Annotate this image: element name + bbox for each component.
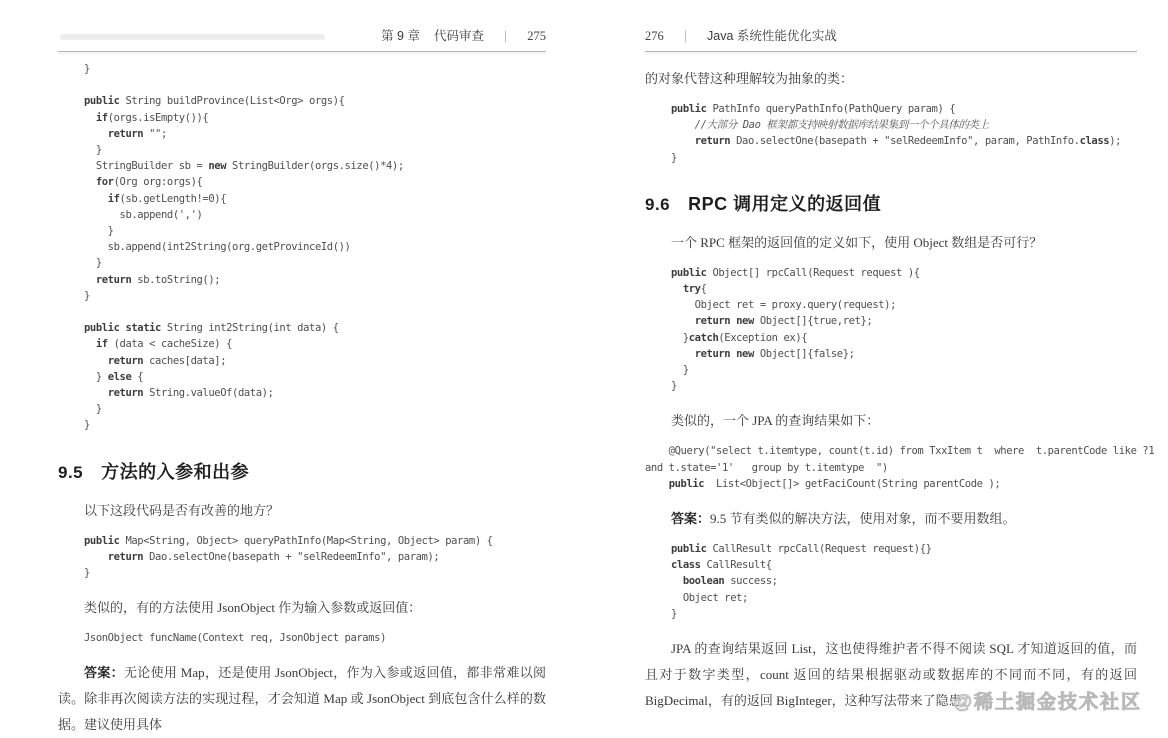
code-line: } else { <box>84 370 144 383</box>
right-page-content <box>645 66 1155 714</box>
code-line: @Query("select t.itemtype, count(t.id) from TxxItem t where t.parentCode like ?1 <box>645 445 1155 458</box>
code-line: } <box>84 567 90 580</box>
code-block <box>58 61 546 434</box>
code-line: } <box>671 607 677 620</box>
chapter-title: 代码审查 <box>433 29 484 43</box>
code-line: Object ret = proxy.query(request); <box>671 299 897 312</box>
code-block <box>645 265 1137 395</box>
code-line: if(orgs.isEmpty()){ <box>95 111 209 124</box>
code-line: if (data < cacheSize) { <box>95 338 233 351</box>
paragraph: 的对象代替这种理解较为抽象的类： <box>645 71 854 86</box>
code-line: return new Object[]{false}; <box>694 347 855 360</box>
code-line: public CallResult rpcCall(Request request){} <box>671 543 932 556</box>
left-page <box>58 26 546 738</box>
code-line: //大部分 Dao 框架都支持映射数据库结果集到一个个具体的类上 <box>671 119 989 132</box>
code-line: } <box>84 257 102 270</box>
page-number-right: 276 <box>645 29 664 43</box>
code-line: }catch(Exception ex){ <box>671 331 808 344</box>
code-line: return new Object[]{true,ret}; <box>694 315 873 328</box>
left-page-content <box>58 61 546 738</box>
left-page-header <box>58 26 546 52</box>
paragraph: 答案：9.5 节有类似的解决方法，使用对象，而不要用数组。 <box>671 511 1016 527</box>
right-page <box>645 26 1155 714</box>
code-line: JsonObject funcName(Context req, JsonObject params) <box>84 632 386 645</box>
code-line: boolean success; <box>682 575 778 588</box>
page-number-left: 275 <box>527 29 546 43</box>
chapter-label: 第 9 章 <box>381 29 420 43</box>
code-line <box>84 304 546 320</box>
watermark: @稀土掘金技术社区 <box>953 692 1142 713</box>
code-line: public Map<String, Object> queryPathInfo(Map<String, Object> param) { <box>84 534 493 547</box>
code-line: } <box>84 419 90 432</box>
code-block <box>645 443 1155 492</box>
code-block <box>58 533 546 582</box>
code-line: } <box>84 225 114 238</box>
code-line: class CallResult{ <box>671 559 772 572</box>
code-line: public Object[] rpcCall(Request request ){ <box>671 266 920 279</box>
paragraph: 答案：无论使用 Map，还是使用 JsonObject，作为入参或返回值，都非常难以阅读。除非再次阅读方法的实现过程，才会知道 Map 或 JsonObject 到底包含什么样的数据。建议使用具体 <box>58 665 546 733</box>
code-line: try{ <box>682 283 707 296</box>
code-line: return ""; <box>107 127 167 140</box>
code-line: sb.append(int2String(org.getProvinceId()) <box>84 241 351 254</box>
section-heading <box>645 190 1137 216</box>
code-line: } <box>671 151 677 164</box>
answer-label: 答案： <box>84 665 124 681</box>
code-line: return caches[data]; <box>107 354 227 367</box>
paragraph: 类似的，一个 JPA 的查询结果如下： <box>671 413 880 429</box>
code-line: public static String int2String(int data) { <box>84 322 339 335</box>
code-line: if(sb.getLength!=0){ <box>107 192 227 205</box>
code-block <box>645 541 1137 622</box>
paragraph: 以下这段代码是否有改善的地方？ <box>84 502 280 518</box>
code-line: } <box>84 63 90 75</box>
section-number: 9.5 <box>58 462 84 482</box>
code-line: for(Org org:orgs){ <box>95 176 203 189</box>
code-line: } <box>84 144 102 157</box>
code-line: } <box>671 364 689 377</box>
header-separator: | <box>684 29 687 43</box>
code-line: Object ret; <box>671 591 748 604</box>
code-block <box>645 101 1137 166</box>
code-line: return String.valueOf(data); <box>107 387 274 400</box>
section-title: RPC 调用定义的返回值 <box>688 193 882 214</box>
code-line: } <box>84 403 102 416</box>
code-line: } <box>84 289 90 302</box>
code-line: StringBuilder sb = new StringBuilder(orgs.size()*4); <box>84 160 404 173</box>
code-line: return Dao.selectOne(basepath + "selRedeemInfo", param, PathInfo.class); <box>694 135 1122 148</box>
paragraph: JPA 的查询结果返回 List，这也使得维护者不得不阅读 SQL 才知道返回的值，而且对于数字类型，count 返回的结果根据驱动或数据库的不同而不同，有的返回 BigDecimal，有的返回 BigInteger，这种写法带来了隐患。 <box>645 641 1137 709</box>
section-number: 9.6 <box>645 194 671 214</box>
code-line: public List<Object[]> getFaciCount(String parentCode ); <box>668 477 1001 490</box>
code-line <box>84 77 546 93</box>
section-title: 方法的入参和出参 <box>101 461 250 482</box>
code-line: } <box>671 380 677 393</box>
paragraph: 类似的，有的方法使用 JsonObject 作为输入参数或返回值： <box>84 600 422 616</box>
code-block <box>58 630 546 646</box>
code-line: return Dao.selectOne(basepath + "selRedeemInfo", param); <box>107 550 440 563</box>
header-separator: | <box>504 29 507 43</box>
code-line: public PathInfo queryPathInfo(PathQuery param) { <box>671 103 956 115</box>
code-line: and t.state='1' group by t.itemtype ") <box>645 461 888 474</box>
code-line: sb.append(',') <box>84 208 203 221</box>
code-line: return sb.toString(); <box>95 273 221 286</box>
book-title: Java 系统性能优化实战 <box>707 29 837 43</box>
code-line: public String buildProvince(List<Org> orgs){ <box>84 95 345 108</box>
answer-label: 答案： <box>671 511 711 527</box>
right-page-header <box>645 26 1137 52</box>
section-heading <box>58 458 546 484</box>
paragraph: 一个 RPC 框架的返回值的定义如下，使用 Object 数组是否可行？ <box>671 234 1043 250</box>
